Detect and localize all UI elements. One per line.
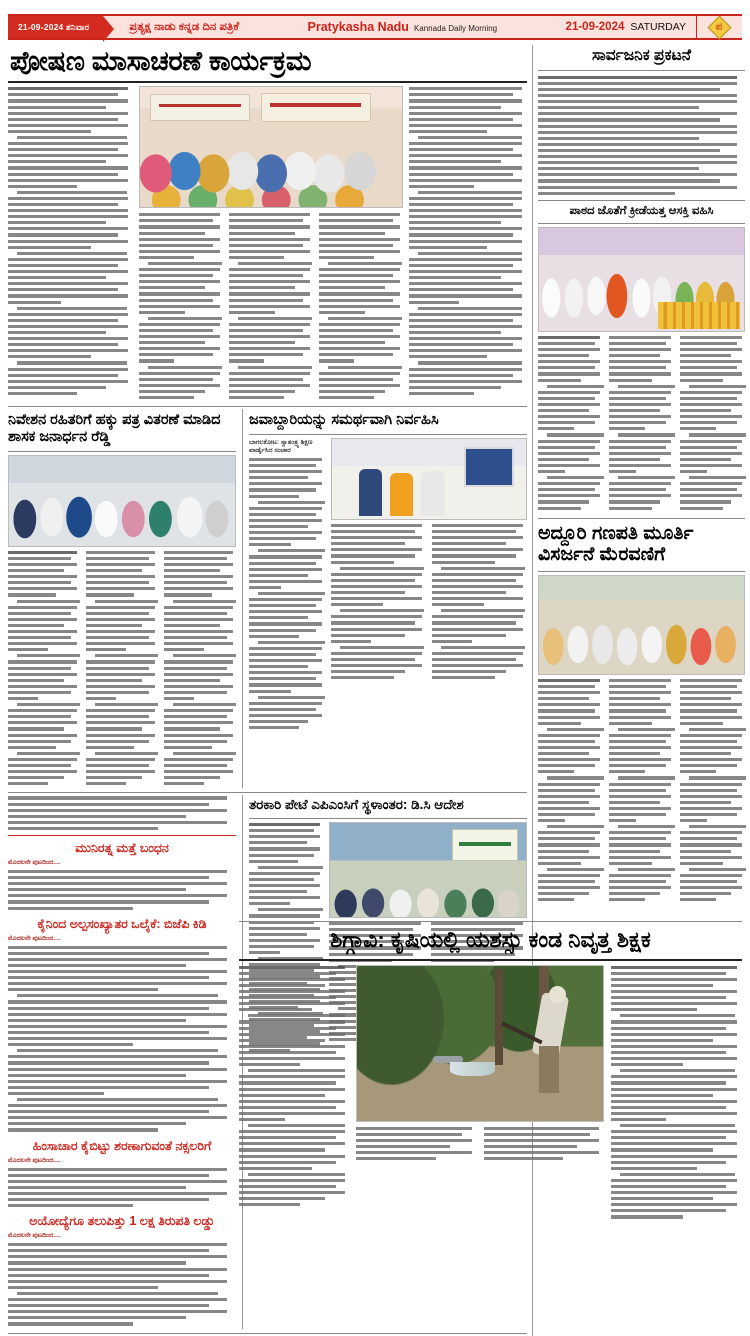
lead-headline: ಪೋಷಣ ಮಾಸಾಚರಣೆ ಕಾರ್ಯಕ್ರಮ [10,46,312,76]
ganapathi-col-3 [680,678,745,904]
divider [8,792,527,793]
ganapathi-col-2 [609,678,674,904]
masthead-date: 21-09-2024 [565,21,625,33]
ganapathi-col-1 [538,678,603,904]
logo-glyph: ಪ [716,20,723,32]
column-divider [242,409,243,788]
farmer-legs [539,1046,559,1093]
divider [249,818,527,819]
responsibility-col-1 [249,438,325,732]
flowing-water [450,1062,494,1076]
briefs-column [8,795,236,1328]
story-apmc-headline: ತರಕಾರಿ ಪೇಟೆ ಎಪಿಎಂಸಿಗೆ ಸ್ಥಳಾಂತರ: ಡಿ.ಸಿ ಆದೇಶ [249,797,464,813]
lead-text-col-4 [319,212,403,402]
responsibility-col-3 [432,523,527,682]
brief-naxal-kicker: ಮೊದಲನೇ ಪುಟದಿಂದ.... [8,1156,61,1164]
bottom-story [239,919,742,1222]
briefs-intro-text [8,795,236,830]
site-deeds-col-2 [86,550,158,789]
sports-story-headline: ಪಾಠದ ಜೊತೆಗೆ ಕ್ರೀಡೆಯತ್ತ ಆಸಕ್ತಿ ವಹಿಸಿ [569,204,714,217]
masthead-english-block [239,20,565,34]
masthead-date-block [566,21,696,33]
story-responsibility-headline: ಜವಾಬ್ದಾರಿಯನ್ನು ಸಮರ್ಥವಾಗಿ ನಿರ್ವಹಿಸಿ [249,412,439,429]
presentation-screen [464,447,514,487]
responsibility-photo-block [331,438,527,732]
bottom-col-3 [484,1126,605,1164]
farmer-irrigation-photo [356,965,604,1122]
story-site-deeds-headline: ನಿವೇಶನ ರಹಿತರಿಗೆ ಹಕ್ಕು ಪತ್ರ ವಿತರಣೆ ಮಾಡಿದ ಶಾಸಕ ಜನಾರ್ಧನ ರೆಡ್ಡಿ [8,412,221,445]
responsibility-subhead: ಬಾಗಲಕೋಟ: ಸ್ವಾತಂತ್ರ್ಯ ಶಿಕ್ಷಣ ಖಾರ್ಡೈಸಿದ ಸಂಚಾರ [249,438,313,454]
site-deeds-col-1 [8,550,80,789]
divider [8,835,236,836]
masthead-logo-cell [696,16,742,38]
public-notice-headline: ಸಾರ್ವಜನಿಕ ಪ್ರಕಟನೆ [592,47,691,64]
masthead-english-title: Pratykasha Nadu [307,20,409,34]
divider [538,223,745,224]
lead-text-col-1 [8,86,133,402]
newspaper-page [0,14,750,1240]
bottom-col-2 [356,1126,477,1164]
responsibility-meeting-photo [331,438,527,520]
sports-event-photo [538,227,745,332]
masthead-kannada-title: ಪ್ರತ್ಯಕ್ಷ ನಾಡು ಕನ್ನಡ ದಿನ ಪತ್ರಿಕೆ [129,20,240,33]
story-responsibility [249,409,527,788]
masthead [8,14,742,40]
story-site-deeds [8,409,236,788]
bottom-story-headline: ಶಿಗ್ಗಾವಿ: ಕೃಷಿಯಲ್ಲಿ ಯಶಸ್ಸು ಕಂಡ ನಿವೃತ್ತ ಶಿಕ್ಷಕ [330,927,651,952]
divider [239,959,742,961]
tree-trunk [495,969,504,1065]
divider [239,921,742,922]
public-notice-text [538,73,745,195]
sports-col-2 [609,335,674,513]
lead-text-col-5 [409,86,527,402]
divider [8,81,527,83]
brief-laddu-headline: ಅಯೋದ್ಯೆಗೂ ತಲುಪಿತ್ತು 1 ಲಕ್ಷ ತಿರುಪತಿ ಲಡ್ಡು [29,1214,215,1229]
divider [8,406,527,407]
divider [538,70,745,71]
apmc-meeting-photo [329,822,527,918]
bottom-photo-block [356,965,604,1222]
divider [249,434,527,435]
divider [8,1333,527,1334]
newspaper-logo-icon [707,15,731,39]
sports-col-3 [680,335,745,513]
meeting-attendees [330,859,526,917]
masthead-english-subtitle: Kannada Daily Morning [413,24,498,33]
meeting-banner [452,829,519,861]
person-figure [359,469,382,515]
lead-text-col-3 [229,212,313,402]
site-deeds-col-3 [164,550,236,789]
brief-laddu-kicker: ಮೊದಲನೇ ಪುಟದಿಂದ.... [8,1232,61,1240]
lead-photo-and-cols [139,86,403,402]
brief-munirathna-kicker: ಮೊದಲನೇ ಪುಟದಿಂದ.... [8,858,61,866]
responsibility-col-2 [331,523,426,682]
divider [538,200,745,201]
bottom-col-1 [239,965,349,1222]
brief-munirathna-headline: ಮುನಿರತ್ನ ಮತ್ತೆ ಬಂಧನ [75,840,169,855]
farmer-head [549,986,566,1003]
ganapathi-procession-photo [538,575,745,675]
nutrition-month-group-photo [139,86,403,208]
brief-naxal-headline: ಹಿಂಸಾಚಾರ ಕೈಬಿಟ್ಟು ಶರಣಾಗುವಂತೆ ನಕ್ಸಲರಿಗೆ [32,1138,212,1153]
ganapathi-story-headline: ಅದ್ದೂರಿ ಗಣಪತಿ ಮೂರ್ತಿ ವಿಸರ್ಜನೆ ಮೆರವಣಿಗೆ [538,522,694,566]
divider [8,451,236,452]
divider [538,518,745,519]
masthead-day: SATURDAY [630,21,686,33]
sports-col-1 [538,335,603,513]
person-figure [421,471,444,516]
person-figure [390,473,413,516]
brief-bjp-headline: ಕೈನಿಂದ ಅಲ್ಪಸಂಖ್ಯಾತರ ಒಲೈಕೆ: ಬಿಜೆಪಿ ಕಿಡಿ [37,916,207,931]
garden-foliage [357,966,603,1121]
event-banner-right [261,93,371,122]
divider [538,571,745,572]
bottom-col-4 [611,965,742,1222]
event-banner-left [150,94,250,120]
title-deed-distribution-photo [8,455,236,547]
brief-bjp-kicker: ಮೊದಲನೇ ಪುಟದಿಂದ.... [8,934,61,942]
masthead-date-tab: 21-09-2024 ಶನಿವಾರ [8,16,103,38]
lead-text-col-2 [139,212,223,402]
